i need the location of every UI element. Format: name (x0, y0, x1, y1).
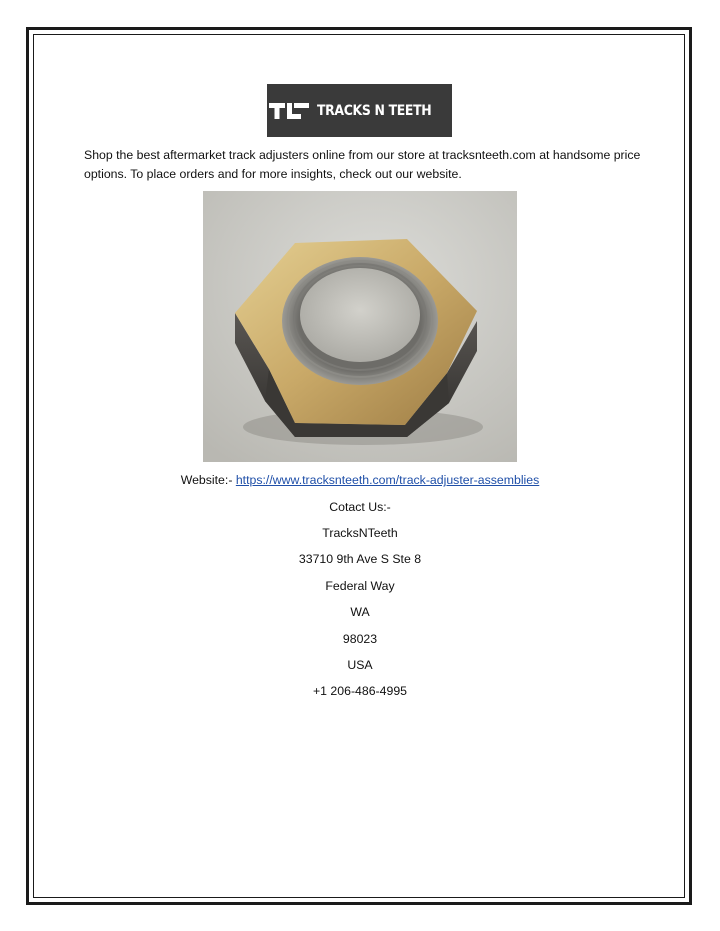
brand-logo (267, 84, 452, 137)
company-name: TracksNTeeth (322, 526, 398, 540)
street-address: 33710 9th Ave S Ste 8 (298, 552, 422, 566)
website-label: Website:- (180, 473, 236, 487)
city: Federal Way (325, 579, 395, 593)
website-link[interactable]: https://www.tracksnteeth.com/track-adjuster-assemblies (235, 473, 540, 487)
zip-code: 98023 (342, 632, 378, 646)
website-line (0, 473, 720, 487)
contact-heading: Cotact Us:- (329, 500, 391, 514)
tracks-n-teeth-mark-icon (269, 101, 309, 121)
state: WA (350, 605, 370, 619)
intro-paragraph: Shop the best aftermarket track adjusters online from our store at tracksnteeth.com at handsome price options. To place orders and for more insights, check out our website. (84, 148, 641, 181)
phone-number: +1 206-486-4995 (312, 684, 408, 698)
logo-text: TRACKS N TEETH (317, 102, 432, 119)
hex-nut-photo (203, 191, 517, 462)
country: USA (347, 658, 373, 672)
